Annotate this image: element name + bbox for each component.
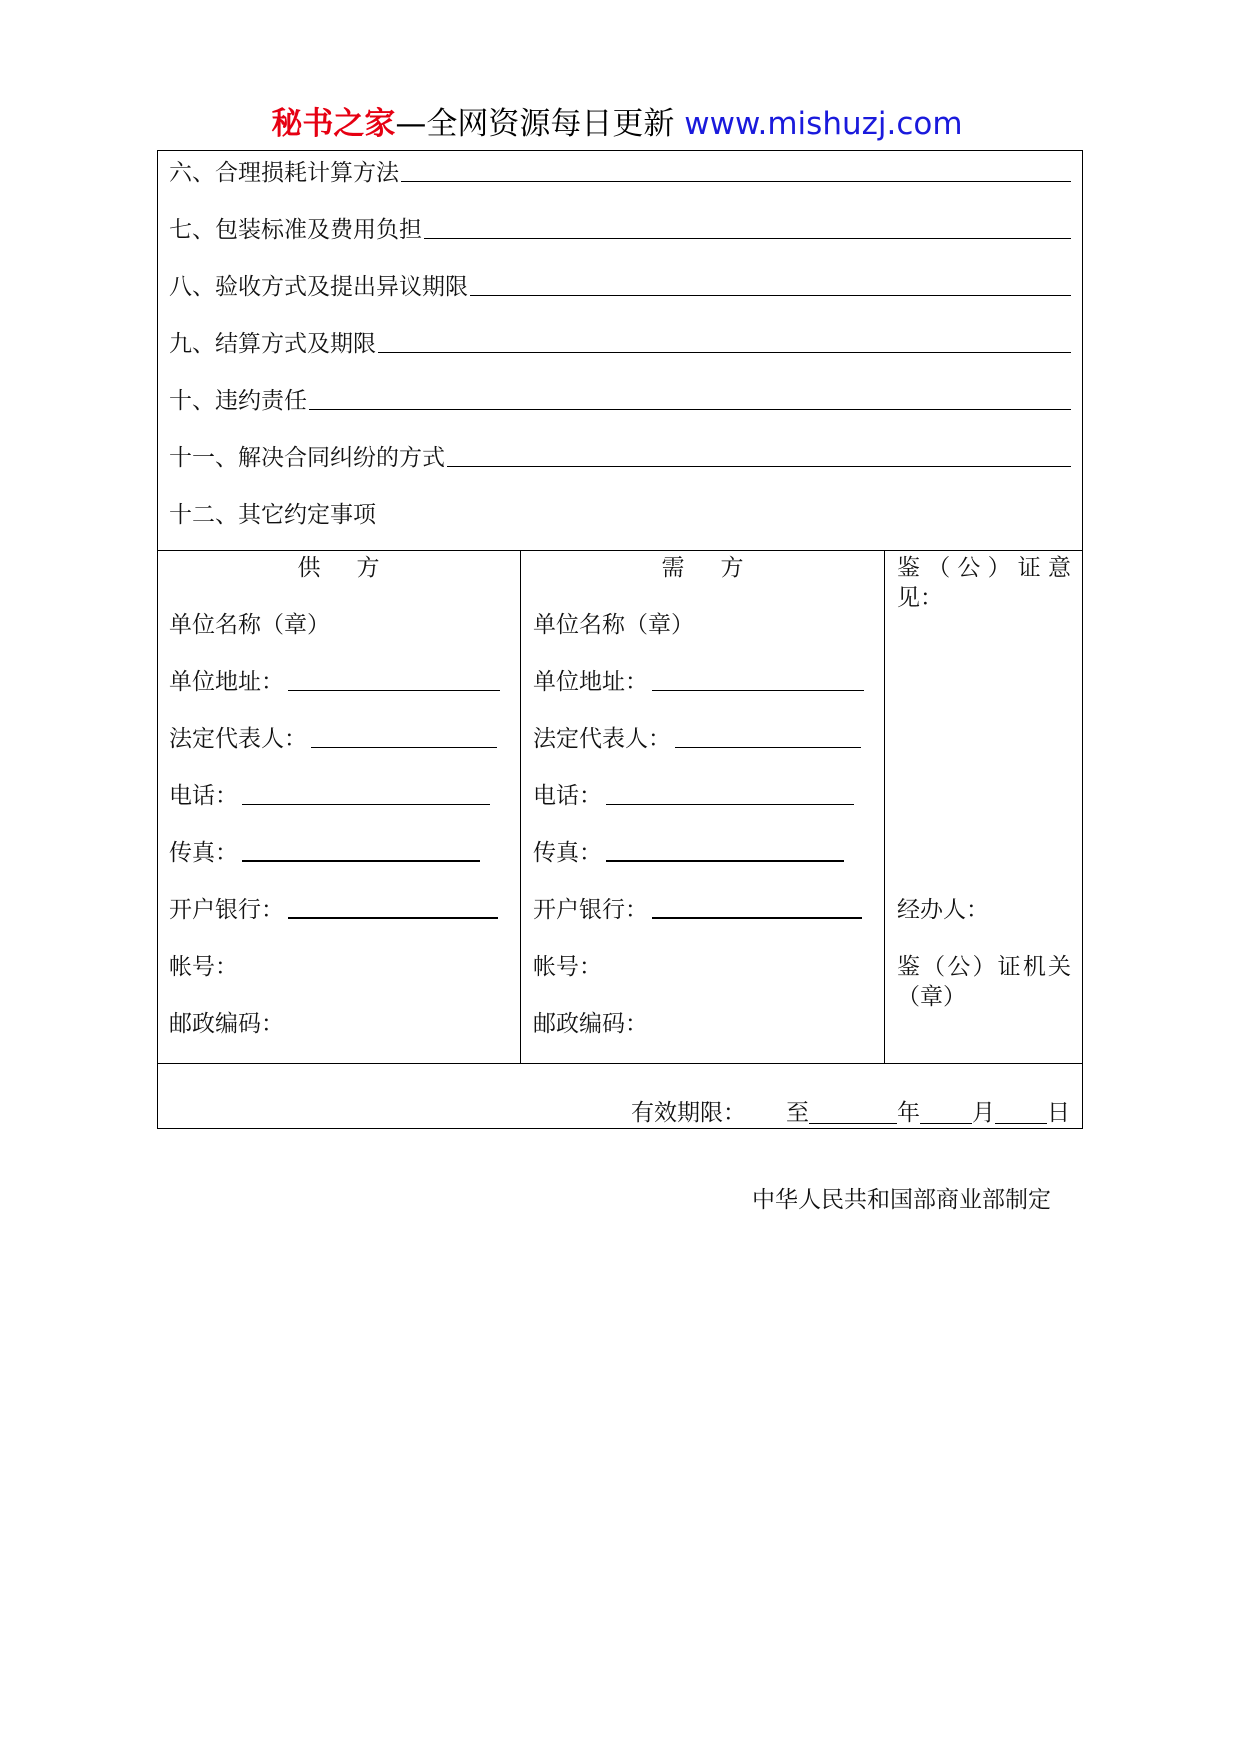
contract-form <box>157 150 1083 1128</box>
buyer-phone-row: 电话： <box>533 781 854 811</box>
buyer-bank-row: 开户银行： <box>533 895 862 925</box>
clause-label: 七、包装标准及费用负担 <box>169 217 422 243</box>
clause-blank[interactable] <box>447 466 1071 467</box>
column-divider <box>884 550 885 1064</box>
supplier-account-row: 帐号： <box>169 954 238 980</box>
clause-blank[interactable] <box>378 352 1071 353</box>
clause-blank[interactable] <box>424 238 1071 239</box>
supplier-heading: 供 方 <box>297 555 380 581</box>
supplier-address-field[interactable] <box>288 690 500 691</box>
clause-row <box>169 492 1071 532</box>
clause-label: 八、验收方式及提出异议期限 <box>169 274 468 300</box>
clause-blank[interactable] <box>401 181 1071 182</box>
supplier-phone-row: 电话： <box>169 781 490 811</box>
validity-year-field[interactable] <box>809 1123 897 1124</box>
buyer-heading: 需 方 <box>661 555 744 581</box>
clause-blank[interactable] <box>470 295 1071 296</box>
clause-label: 十二、其它约定事项 <box>169 502 376 528</box>
supplier-legal-rep-row: 法定代表人： <box>169 724 497 754</box>
clause-row <box>169 378 1071 418</box>
buyer-address-row: 单位地址： <box>533 667 864 697</box>
banner-url[interactable]: www.mishuzj.com <box>684 106 963 142</box>
clause-blank[interactable] <box>309 409 1071 410</box>
buyer-account-row: 帐号： <box>533 954 602 980</box>
banner-slogan: —全网资源每日更新 <box>395 106 675 142</box>
buyer-bank-field[interactable] <box>652 917 862 919</box>
clause-row <box>169 150 1071 190</box>
clause-row <box>169 264 1071 304</box>
validity-box <box>157 1063 1083 1129</box>
buyer-legal-rep-field[interactable] <box>675 747 861 748</box>
supplier-bank-field[interactable] <box>288 917 498 919</box>
validity-month: 月 <box>972 1100 995 1126</box>
notary-opinion: 鉴（公）证意见： <box>897 555 1071 611</box>
clause-row <box>169 321 1071 361</box>
notary-authority: 鉴（公）证机关（章） <box>897 954 1071 1010</box>
validity-day-field[interactable] <box>995 1123 1047 1124</box>
buyer-fax-row: 传真： <box>533 838 844 868</box>
issuer-note: 中华人民共和国部商业部制定 <box>752 1187 1051 1213</box>
supplier-bank-row: 开户银行： <box>169 895 498 925</box>
clause-label: 十一、解决合同纠纷的方式 <box>169 445 445 471</box>
validity-to: 至 <box>786 1100 809 1126</box>
validity-year: 年 <box>897 1100 920 1126</box>
notary-handler: 经办人： <box>897 897 989 923</box>
buyer-unit-name: 单位名称（章） <box>533 612 694 638</box>
buyer-phone-field[interactable] <box>606 804 854 805</box>
validity-label: 有效期限： <box>631 1100 746 1126</box>
supplier-legal-rep-field[interactable] <box>311 747 497 748</box>
supplier-address-row: 单位地址： <box>169 667 500 697</box>
banner-brand: 秘书之家 <box>271 106 396 142</box>
validity-day: 日 <box>1047 1100 1070 1126</box>
supplier-postcode-row: 邮政编码： <box>169 1011 284 1037</box>
validity-row <box>631 1098 1070 1128</box>
site-banner <box>0 102 1234 146</box>
clause-label: 十、违约责任 <box>169 388 307 414</box>
clause-label: 九、结算方式及期限 <box>169 331 376 357</box>
clause-label: 六、合理损耗计算方法 <box>169 160 399 186</box>
buyer-fax-field[interactable] <box>606 860 844 862</box>
clause-row <box>169 435 1071 475</box>
buyer-postcode-row: 邮政编码： <box>533 1011 648 1037</box>
supplier-phone-field[interactable] <box>242 804 490 805</box>
column-divider <box>520 550 521 1064</box>
buyer-legal-rep-row: 法定代表人： <box>533 724 861 754</box>
buyer-address-field[interactable] <box>652 690 864 691</box>
validity-month-field[interactable] <box>920 1123 972 1124</box>
clause-row <box>169 207 1071 247</box>
supplier-unit-name: 单位名称（章） <box>169 612 330 638</box>
supplier-fax-field[interactable] <box>242 860 480 862</box>
supplier-fax-row: 传真： <box>169 838 480 868</box>
